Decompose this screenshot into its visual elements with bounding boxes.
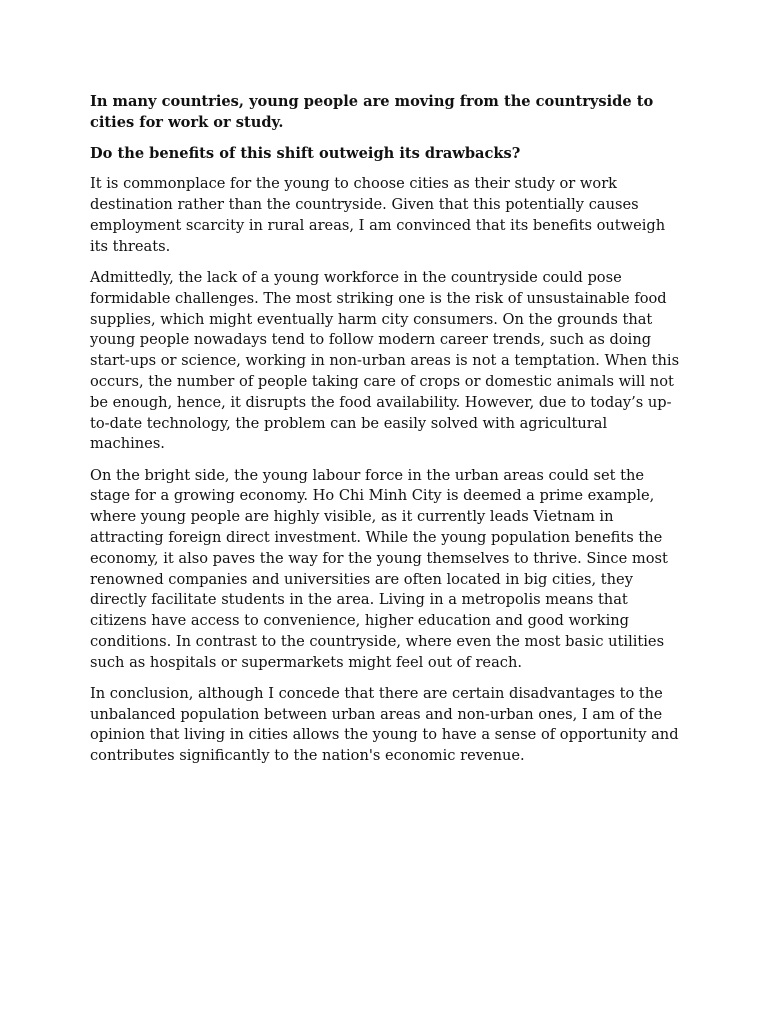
introduction-paragraph: It is commonplace for the young to choose cities as their study or work destination rather than the countryside. Given that this potentially causes employment scarcity in rural areas, I am convinced that its benefits outweigh its threats. [90,175,666,255]
conclusion-paragraph: In conclusion, although I concede that there are certain disadvantages to the unbalanced population between urban areas and non-urban ones, I am of the opinion that living in cities allows the young to have a sense of opportunity and contributes significantly to the nation's economic revenue. [90,684,679,765]
essay-question: Do the benefits of this shift outweigh its drawbacks? [90,144,521,162]
essay-prompt: In many countries, young people are moving from the countryside to cities for work or study. [90,93,654,131]
drawbacks-paragraph: Admittedly, the lack of a young workforce in the countryside could pose formidable challenges. The most striking one is the risk of unsustainable food supplies, which might eventually harm city consumers. On the grounds that young people nowadays tend to follow modern career trends, such as doing start-ups or science, working in non-urban areas is not a temptation. When this occurs, the number of people taking care of crops or domestic animals will not be enough, hence, it disrupts the food availability. However, due to today’s up-to-date technology, the problem can be easily solved with agricultural machines. [90,268,680,453]
benefits-paragraph: On the bright side, the young labour force in the urban areas could set the stage for a growing economy. Ho Chi Minh City is deemed a prime example, where young people are highly visible, as it currently leads Vietnam in attracting foreign direct investment. While the young population benefits the economy, it also paves the way for the young themselves to thrive. Since most renowned companies and universities are often located in big cities, they directly facilitate students in the area. Living in a metropolis means that citizens have access to convenience, higher education and good working conditions. In contrast to the countryside, where even the most basic utilities such as hospitals or supermarkets might feel out of reach. [90,466,668,671]
essay-document [90,92,682,777]
